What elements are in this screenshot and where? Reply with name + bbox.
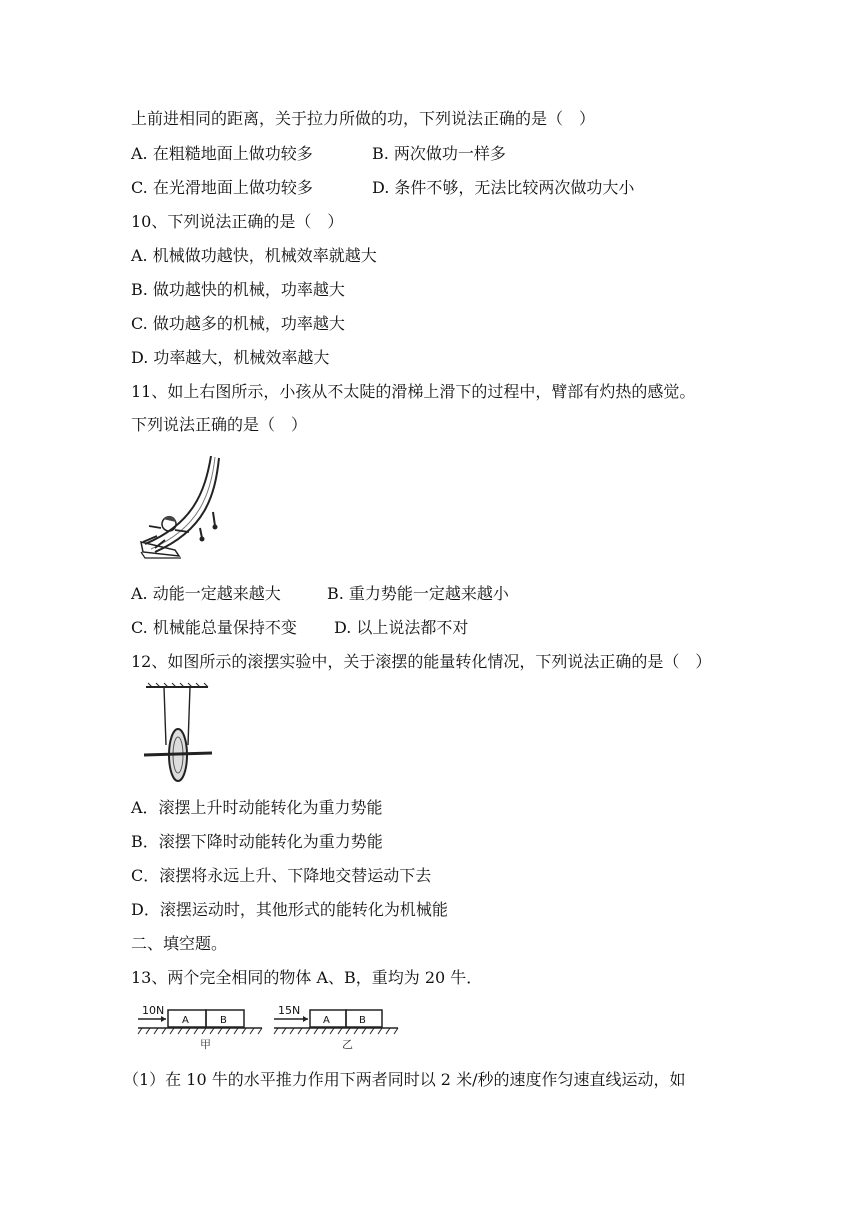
q11-option-c: C. 机械能总量保持不变 xyxy=(131,618,297,637)
q11-option-b: B. 重力势能一定越来越小 xyxy=(327,584,509,603)
q13-figure-yi xyxy=(272,1000,402,1056)
q11-option-a: A. 动能一定越来越大 xyxy=(131,584,281,603)
q11-stem-line2: 下列说法正确的是（ ） xyxy=(131,415,308,434)
q13-jia-caption: 甲 xyxy=(200,1038,211,1051)
q13-yi-force-label: 15N xyxy=(278,1004,301,1017)
q13-jia-block-b-label: B xyxy=(220,1015,227,1026)
q12-option-a: A．滚摆上升时动能转化为重力势能 xyxy=(131,798,383,817)
q10-option-b: B. 做功越快的机械，功率越大 xyxy=(131,280,345,299)
q13-jia-force-label: 10N xyxy=(142,1004,165,1017)
maxwell-pendulum-illustration xyxy=(138,681,218,786)
q9-option-c: C. 在光滑地面上做功较多 xyxy=(131,178,313,197)
q10-stem: 10、下列说法正确的是（ ） xyxy=(131,212,344,231)
q12-stem: 12、如图所示的滚摆实验中，关于滚摆的能量转化情况，下列说法正确的是（ ） xyxy=(131,652,712,671)
q12-option-b: B．滚摆下降时动能转化为重力势能 xyxy=(131,832,383,851)
section-title: 二、填空题。 xyxy=(131,934,228,953)
slide-illustration xyxy=(135,452,235,562)
q13-jia-block-a-label: A xyxy=(182,1015,189,1026)
q12-option-d: D．滚摆运动时，其他形式的能转化为机械能 xyxy=(131,900,448,919)
q13-stem: 13、两个完全相同的物体 A、B，重均为 20 牛． xyxy=(131,968,483,987)
q12-option-c: C．滚摆将永远上升、下降地交替运动下去 xyxy=(131,866,432,885)
q13-part1: （1）在 10 牛的水平推力作用下两者同时以 2 米/秒的速度作匀速直线运动，如 xyxy=(123,1070,686,1089)
q13-yi-block-a-label: A xyxy=(323,1015,330,1026)
q13-figure-jia xyxy=(136,1000,266,1056)
q9-stem: 上前进相同的距离，关于拉力所做的功，下列说法正确的是（ ） xyxy=(131,109,596,128)
q9-option-d: D. 条件不够，无法比较两次做功大小 xyxy=(372,178,635,197)
q13-yi-caption: 乙 xyxy=(342,1038,353,1051)
q10-option-a: A. 机械做功越快，机械效率就越大 xyxy=(131,246,377,265)
q11-stem-line1: 11、如上右图所示，小孩从不太陡的滑梯上滑下的过程中，臂部有灼热的感觉。 xyxy=(131,382,696,401)
q11-option-d: D. 以上说法都不对 xyxy=(334,618,469,637)
q10-option-c: C. 做功越多的机械，功率越大 xyxy=(131,314,345,333)
q13-yi-block-b-label: B xyxy=(359,1015,366,1026)
q9-option-a: A. 在粗糙地面上做功较多 xyxy=(131,144,313,163)
q9-option-b: B. 两次做功一样多 xyxy=(372,144,506,163)
q10-option-d: D. 功率越大，机械效率越大 xyxy=(131,348,330,367)
